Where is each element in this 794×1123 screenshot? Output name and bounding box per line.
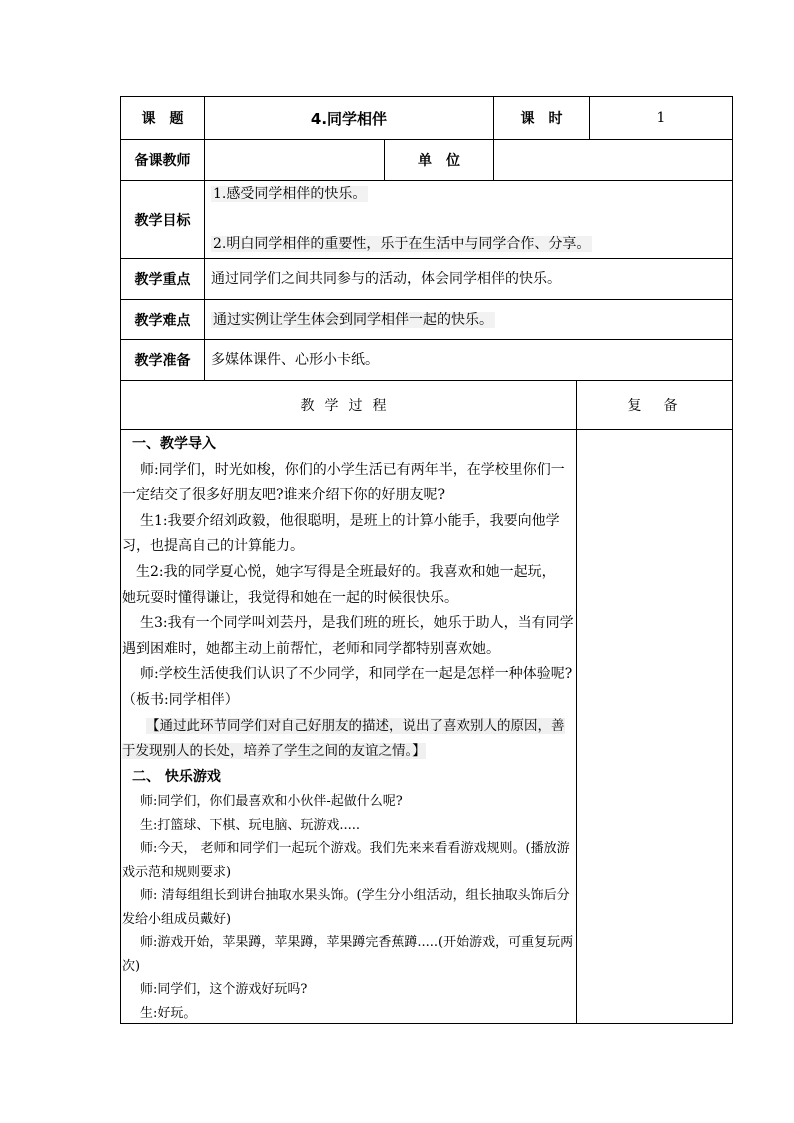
process-header: 教学过程 bbox=[300, 398, 397, 414]
paragraph: 生3:我有一个同学叫刘芸丹，是我们班的班长，她乐于助人，当有同学遇到困难时，她都主动上前帮忙，老师和同学都特别喜欢她。 bbox=[122, 615, 574, 657]
goals-item-1-text: 1.感受同学相伴的快乐。 bbox=[213, 186, 367, 202]
prep-label: 教学准备 bbox=[134, 353, 191, 369]
teacher-label: 备课教师 bbox=[134, 153, 191, 169]
paragraph: 生:好玩。 bbox=[140, 1005, 197, 1021]
teaching-note-text: 【通过此环节同学们对自己好朋友的描述，说出了喜欢别人的原因，善于发现别人的长处，培养了学生之间的友谊之情。】 bbox=[122, 717, 565, 760]
goals-item-2-text: 2.明白同学相伴的重要性，乐于在生活中与同学合作、分享。 bbox=[213, 236, 591, 252]
table-border bbox=[120, 299, 733, 300]
period-value: 1 bbox=[656, 110, 666, 126]
teaching-note bbox=[122, 714, 574, 765]
paragraph: 师:同学们，时光如梭，你们的小学生活已有两年半，在学校里你们一一定结交了很多好朋友吧?谁来介绍下你的好朋友呢? bbox=[122, 461, 565, 504]
goals-label: 教学目标 bbox=[134, 212, 191, 229]
process-body bbox=[122, 432, 574, 1025]
teacher-value bbox=[205, 140, 384, 180]
goals-item-2 bbox=[211, 234, 729, 254]
section-2-title: 二、 快乐游戏 bbox=[132, 768, 221, 785]
difficult-value-text: 通过实例让学生体会到同学相伴一起的快乐。 bbox=[213, 312, 493, 328]
paragraph: 生1:我要介绍刘政毅，他很聪明，是班上的计算小能手，我要向他学习，也提高自己的计算能力。 bbox=[122, 512, 560, 555]
difficult-label: 教学难点 bbox=[134, 312, 191, 329]
period-label: 课 时 bbox=[520, 111, 563, 127]
topic-label: 课 题 bbox=[141, 111, 184, 127]
section-1-title: 一、教学导入 bbox=[132, 436, 216, 452]
paragraph: 师:学校生活使我们认识了不少同学，和同学在一起是怎样一种体验呢?（板书:同学相伴） bbox=[122, 666, 573, 708]
table-border bbox=[732, 96, 733, 1024]
unit-value bbox=[494, 140, 732, 180]
table-border bbox=[120, 429, 733, 430]
table-border bbox=[576, 380, 577, 1023]
paragraph: 生:打篮球、下棋、玩电脑、玩游戏..... bbox=[140, 817, 361, 833]
paragraph: 师:游戏开始，苹果蹲，苹果蹲，苹果蹲完香蕉蹲.....(开始游戏，可重复玩两次) bbox=[122, 935, 574, 974]
review-header: 复 备 bbox=[627, 398, 682, 414]
key-label: 教学重点 bbox=[134, 272, 191, 288]
topic-value: 4.同学相伴 bbox=[310, 109, 388, 128]
key-value: 通过同学们之间共同参与的活动，体会同学相伴的快乐。 bbox=[211, 271, 561, 287]
unit-label: 单 位 bbox=[418, 153, 460, 169]
paragraph: 师:同学们，你们最喜欢和小伙伴-起做什么呢? bbox=[140, 794, 403, 810]
difficult-value bbox=[211, 310, 729, 330]
table-border bbox=[120, 180, 733, 181]
paragraph: 师:今天， 老师和同学们一起玩个游戏。我们先来来看看游戏规则。(播放游戏示范和规则要求) bbox=[122, 841, 570, 880]
goals-item-1 bbox=[211, 184, 729, 204]
prep-value: 多媒体课件、心形小卡纸。 bbox=[211, 352, 379, 368]
table-border bbox=[120, 258, 733, 259]
paragraph: 师: 清每组组长到讲台抽取水果头饰。(学生分小组活动，组长抽取头饰后分发给小组成员戴好) bbox=[122, 888, 570, 927]
paragraph: 生2:我的同学夏心悦，她字写得是全班最好的。我喜欢和她一起玩， 她玩耍时懂得谦让，我觉得和她在一起的时候很快乐。 bbox=[122, 563, 556, 606]
table-border bbox=[120, 339, 733, 340]
paragraph: 师:同学们，这个游戏好玩吗? bbox=[140, 982, 308, 998]
